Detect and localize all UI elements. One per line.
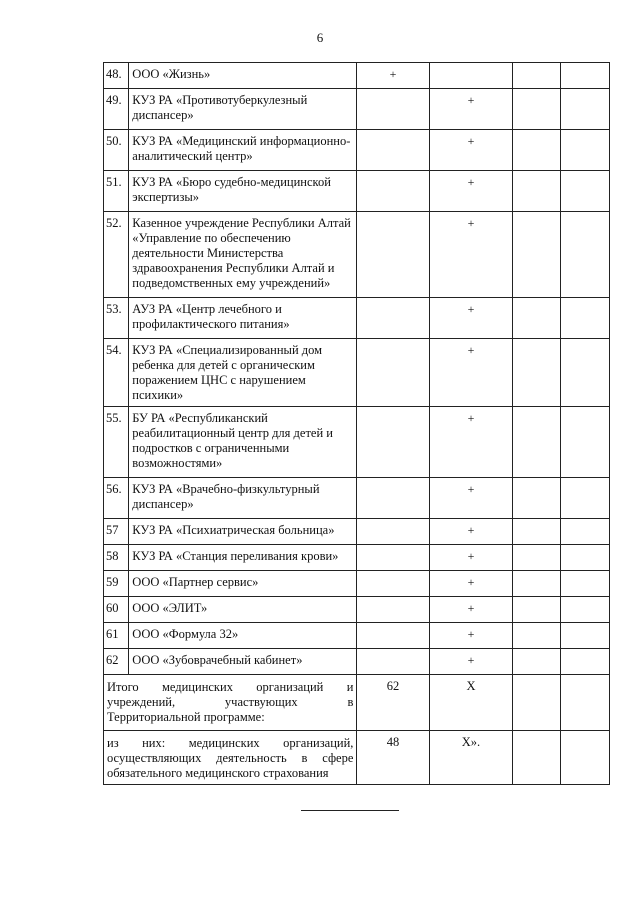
organization-name: КУЗ РА «Бюро судебно-медицинской экспертизы» bbox=[129, 171, 357, 212]
table-row bbox=[104, 298, 610, 339]
participation-mark: + bbox=[429, 571, 513, 597]
organization-name: АУЗ РА «Центр лечебного и профилактического питания» bbox=[129, 298, 357, 339]
empty-cell bbox=[513, 545, 560, 571]
empty-cell bbox=[560, 63, 609, 89]
organization-name: КУЗ РА «Психиатрическая больница» bbox=[129, 519, 357, 545]
participation-mark: + bbox=[429, 130, 513, 171]
participation-mark: + bbox=[429, 212, 513, 298]
organization-name: КУЗ РА «Противотуберкулезный диспансер» bbox=[129, 89, 357, 130]
organization-name: КУЗ РА «Специализированный дом ребенка для детей с органическим поражением ЦНС с нарушением психики» bbox=[129, 339, 357, 407]
table-row bbox=[104, 339, 610, 407]
row-number: 48. bbox=[104, 63, 129, 89]
empty-cell bbox=[560, 171, 609, 212]
participation-mark: + bbox=[429, 478, 513, 519]
empty-cell bbox=[513, 623, 560, 649]
participation-mark: + bbox=[429, 89, 513, 130]
empty-cell bbox=[513, 298, 560, 339]
row-number: 61 bbox=[104, 623, 129, 649]
organization-name: ООО «ЭЛИТ» bbox=[129, 597, 357, 623]
total-mark: Х». bbox=[429, 731, 513, 785]
participation-mark bbox=[357, 212, 429, 298]
participation-mark bbox=[357, 339, 429, 407]
table-body bbox=[104, 63, 610, 785]
participation-mark bbox=[429, 63, 513, 89]
participation-mark bbox=[357, 407, 429, 478]
closing-rule bbox=[301, 810, 399, 811]
participation-mark bbox=[357, 171, 429, 212]
participation-mark bbox=[357, 89, 429, 130]
row-number: 50. bbox=[104, 130, 129, 171]
organization-name: КУЗ РА «Медицинский информационно-аналитический центр» bbox=[129, 130, 357, 171]
empty-cell bbox=[560, 623, 609, 649]
participation-mark bbox=[357, 545, 429, 571]
total-label: Итого медицинских организаций и учреждений, участвующих в Территориальной программе: bbox=[104, 675, 357, 731]
empty-cell bbox=[513, 130, 560, 171]
empty-cell bbox=[560, 407, 609, 478]
participation-mark: + bbox=[429, 339, 513, 407]
organization-name: ООО «Формула 32» bbox=[129, 623, 357, 649]
organization-name: КУЗ РА «Станция переливания крови» bbox=[129, 545, 357, 571]
empty-cell bbox=[560, 519, 609, 545]
empty-cell bbox=[513, 339, 560, 407]
empty-cell bbox=[560, 339, 609, 407]
table-row bbox=[104, 478, 610, 519]
empty-cell bbox=[513, 675, 560, 731]
row-number: 55. bbox=[104, 407, 129, 478]
table-row bbox=[104, 212, 610, 298]
total-row bbox=[104, 675, 610, 731]
row-number: 59 bbox=[104, 571, 129, 597]
table-row bbox=[104, 519, 610, 545]
total-mark: Х bbox=[429, 675, 513, 731]
table-row bbox=[104, 649, 610, 675]
table-row bbox=[104, 623, 610, 649]
empty-cell bbox=[560, 571, 609, 597]
participation-mark bbox=[357, 519, 429, 545]
empty-cell bbox=[513, 478, 560, 519]
empty-cell bbox=[513, 649, 560, 675]
organization-name: КУЗ РА «Врачебно-физкультурный диспансер» bbox=[129, 478, 357, 519]
empty-cell bbox=[560, 731, 609, 785]
participation-mark: + bbox=[429, 407, 513, 478]
empty-cell bbox=[560, 212, 609, 298]
participation-mark: + bbox=[429, 519, 513, 545]
participation-mark: + bbox=[429, 545, 513, 571]
page-number: 6 bbox=[316, 30, 324, 45]
row-number: 54. bbox=[104, 339, 129, 407]
organization-name: Казенное учреждение Республики Алтай «Управление по обеспечению деятельности Министерства здравоохранения Республики Алтай и подведомственных ему учреждений» bbox=[129, 212, 357, 298]
row-number: 53. bbox=[104, 298, 129, 339]
empty-cell bbox=[513, 571, 560, 597]
row-number: 58 bbox=[104, 545, 129, 571]
empty-cell bbox=[513, 519, 560, 545]
row-number: 49. bbox=[104, 89, 129, 130]
empty-cell bbox=[513, 212, 560, 298]
empty-cell bbox=[560, 649, 609, 675]
participation-mark: + bbox=[429, 171, 513, 212]
table-row bbox=[104, 545, 610, 571]
total-label: из них: медицинских организаций, осуществляющих деятельность в сфере обязательного медицинского страхования bbox=[104, 731, 357, 785]
empty-cell bbox=[513, 63, 560, 89]
empty-cell bbox=[560, 298, 609, 339]
total-row bbox=[104, 731, 610, 785]
table-row bbox=[104, 407, 610, 478]
empty-cell bbox=[560, 675, 609, 731]
table-row bbox=[104, 63, 610, 89]
empty-cell bbox=[560, 545, 609, 571]
empty-cell bbox=[513, 597, 560, 623]
organization-name: ООО «Жизнь» bbox=[129, 63, 357, 89]
empty-cell bbox=[513, 171, 560, 212]
organization-name: БУ РА «Республиканский реабилитационный центр для детей и подростков с ограниченными возможностями» bbox=[129, 407, 357, 478]
participation-mark bbox=[357, 571, 429, 597]
participation-mark bbox=[357, 623, 429, 649]
participation-mark: + bbox=[357, 63, 429, 89]
participation-mark bbox=[357, 478, 429, 519]
organization-name: ООО «Партнер сервис» bbox=[129, 571, 357, 597]
row-number: 62 bbox=[104, 649, 129, 675]
participation-mark bbox=[357, 130, 429, 171]
participation-mark: + bbox=[429, 649, 513, 675]
organizations-table bbox=[103, 62, 610, 785]
organization-name: ООО «Зубоврачебный кабинет» bbox=[129, 649, 357, 675]
empty-cell bbox=[560, 130, 609, 171]
empty-cell bbox=[560, 597, 609, 623]
table-row bbox=[104, 171, 610, 212]
row-number: 52. bbox=[104, 212, 129, 298]
participation-mark bbox=[357, 597, 429, 623]
total-count: 62 bbox=[357, 675, 429, 731]
participation-mark: + bbox=[429, 623, 513, 649]
participation-mark: + bbox=[429, 298, 513, 339]
empty-cell bbox=[560, 89, 609, 130]
total-count: 48 bbox=[357, 731, 429, 785]
table-row bbox=[104, 89, 610, 130]
table-row bbox=[104, 597, 610, 623]
empty-cell bbox=[513, 731, 560, 785]
row-number: 60 bbox=[104, 597, 129, 623]
empty-cell bbox=[513, 89, 560, 130]
table-row bbox=[104, 571, 610, 597]
participation-mark: + bbox=[429, 597, 513, 623]
empty-cell bbox=[513, 407, 560, 478]
participation-mark bbox=[357, 298, 429, 339]
empty-cell bbox=[560, 478, 609, 519]
row-number: 51. bbox=[104, 171, 129, 212]
table-row bbox=[104, 130, 610, 171]
row-number: 56. bbox=[104, 478, 129, 519]
participation-mark bbox=[357, 649, 429, 675]
row-number: 57 bbox=[104, 519, 129, 545]
